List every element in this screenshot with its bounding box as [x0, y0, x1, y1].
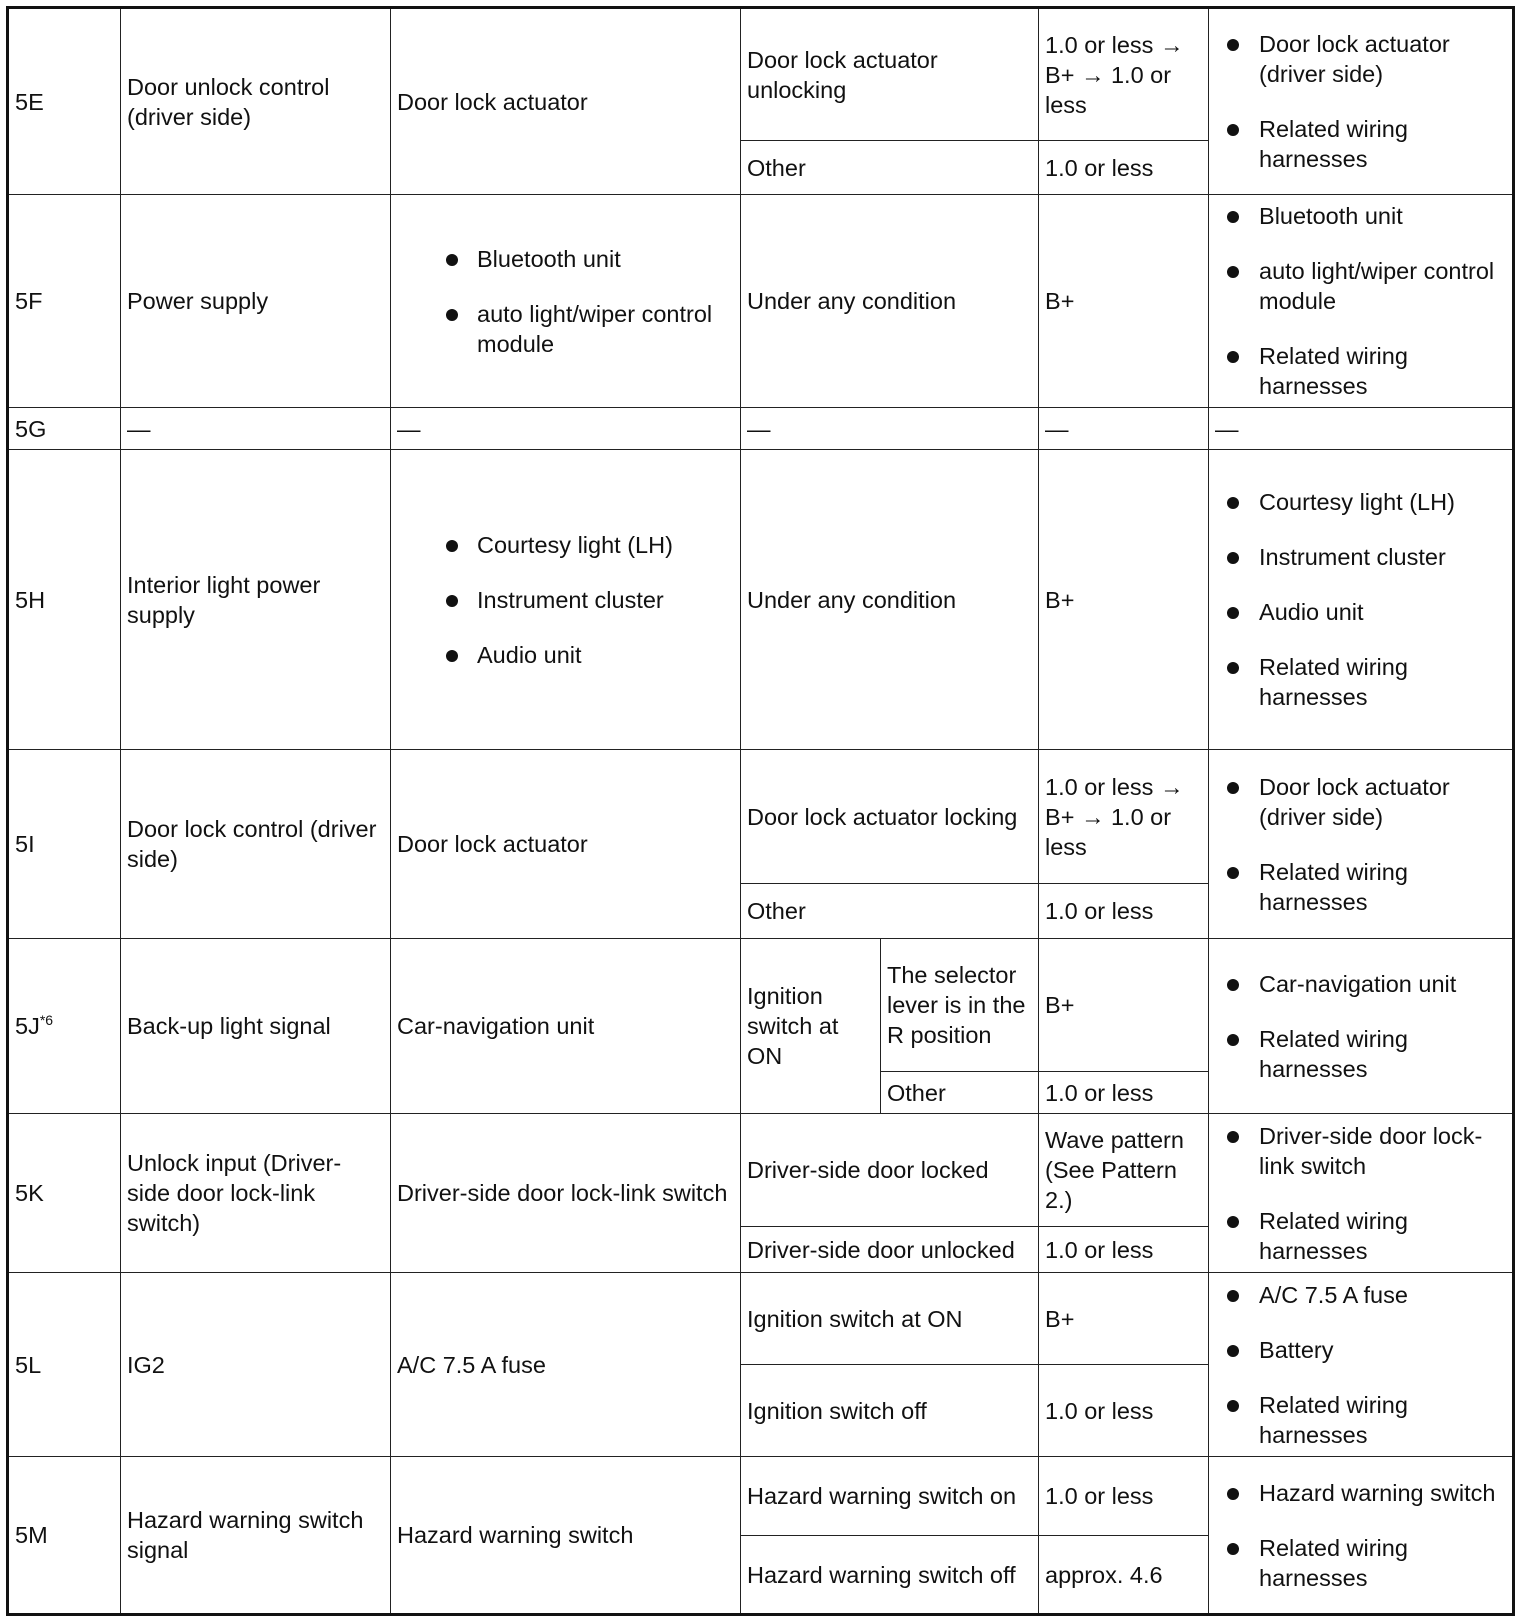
terminal-inspection-table	[6, 6, 1515, 1616]
inspection-cell	[1209, 939, 1514, 1114]
inspection-list	[1215, 487, 1506, 712]
connected-list	[397, 244, 734, 359]
inspection-list	[1215, 1478, 1506, 1593]
voltage-cell: B+	[1039, 1273, 1209, 1365]
condition-cell: —	[741, 408, 1039, 450]
voltage-cell: 1.0 or less	[1039, 1227, 1209, 1273]
list-item: Car-navigation unit	[1215, 969, 1506, 999]
connected-cell	[391, 195, 741, 408]
inspection-list	[1215, 1121, 1506, 1266]
voltage-cell: B+	[1039, 450, 1209, 750]
connected-cell: Driver-side door lock-link switch	[391, 1114, 741, 1273]
list-item: Courtesy light (LH)	[397, 530, 734, 560]
signal-cell: IG2	[121, 1273, 391, 1457]
list-item: Related wiring harnesses	[1215, 652, 1506, 712]
list-item: Door lock actuator (driver side)	[1215, 29, 1506, 89]
table-row	[8, 408, 1514, 450]
connected-cell	[391, 450, 741, 750]
condition-cell: Other	[741, 884, 1039, 939]
inspection-cell	[1209, 8, 1514, 195]
list-item: Courtesy light (LH)	[1215, 487, 1506, 517]
inspection-cell	[1209, 450, 1514, 750]
signal-cell: Unlock input (Driver-side door lock-link switch)	[121, 1114, 391, 1273]
voltage-cell: B+	[1039, 195, 1209, 408]
terminal-cell: 5G	[8, 408, 121, 450]
list-item: auto light/wiper control module	[1215, 256, 1506, 316]
table-row	[8, 939, 1514, 1072]
list-item: Door lock actuator (driver side)	[1215, 772, 1506, 832]
condition-cell: Door lock actuator locking	[741, 750, 1039, 884]
terminal-cell: 5I	[8, 750, 121, 939]
inspection-cell	[1209, 1457, 1514, 1615]
voltage-cell: 1.0 or less	[1039, 1072, 1209, 1114]
list-item: A/C 7.5 A fuse	[1215, 1280, 1506, 1310]
list-item: Bluetooth unit	[397, 244, 734, 274]
inspection-cell: —	[1209, 408, 1514, 450]
condition-cell: Hazard warning switch off	[741, 1536, 1039, 1615]
signal-cell: Back-up light signal	[121, 939, 391, 1114]
voltage-cell: 1.0 or less	[1039, 884, 1209, 939]
signal-cell: —	[121, 408, 391, 450]
connected-cell: Door lock actuator	[391, 750, 741, 939]
list-item: Bluetooth unit	[1215, 201, 1506, 231]
table-row	[8, 750, 1514, 884]
terminal-cell: 5M	[8, 1457, 121, 1615]
signal-cell: Power supply	[121, 195, 391, 408]
connected-list	[397, 530, 734, 670]
list-item: Related wiring harnesses	[1215, 114, 1506, 174]
voltage-cell: 1.0 or less → B+ → 1.0 or less	[1039, 8, 1209, 141]
condition-cell: Hazard warning switch on	[741, 1457, 1039, 1536]
connected-cell: A/C 7.5 A fuse	[391, 1273, 741, 1457]
connected-cell: Car-navigation unit	[391, 939, 741, 1114]
list-item: Related wiring harnesses	[1215, 1533, 1506, 1593]
list-item: Battery	[1215, 1335, 1506, 1365]
list-item: Related wiring harnesses	[1215, 857, 1506, 917]
condition-cell: Door lock actuator unlocking	[741, 8, 1039, 141]
condition-group-cell: Ignition switch at ON	[741, 939, 881, 1114]
voltage-cell: 1.0 or less	[1039, 141, 1209, 195]
list-item: Related wiring harnesses	[1215, 1390, 1506, 1450]
voltage-cell: Wave pattern (See Pattern 2.)	[1039, 1114, 1209, 1227]
terminal-cell: 5H	[8, 450, 121, 750]
condition-cell: Ignition switch off	[741, 1365, 1039, 1457]
signal-cell: Hazard warning switch signal	[121, 1457, 391, 1615]
condition-cell: Driver-side door unlocked	[741, 1227, 1039, 1273]
inspection-cell	[1209, 195, 1514, 408]
list-item: Driver-side door lock-link switch	[1215, 1121, 1506, 1181]
condition-cell: Driver-side door locked	[741, 1114, 1039, 1227]
voltage-cell: 1.0 or less → B+ → 1.0 or less	[1039, 750, 1209, 884]
terminal-cell: 5L	[8, 1273, 121, 1457]
list-item: Related wiring harnesses	[1215, 341, 1506, 401]
terminal-cell: 5F	[8, 195, 121, 408]
condition-cell: Other	[881, 1072, 1039, 1114]
terminal-cell: 5K	[8, 1114, 121, 1273]
table-row	[8, 1457, 1514, 1536]
voltage-cell: —	[1039, 408, 1209, 450]
list-item: Audio unit	[1215, 597, 1506, 627]
signal-cell: Door unlock control (driver side)	[121, 8, 391, 195]
table-row	[8, 1273, 1514, 1365]
terminal-cell: 5E	[8, 8, 121, 195]
inspection-cell	[1209, 750, 1514, 939]
table-row	[8, 195, 1514, 408]
inspection-list	[1215, 772, 1506, 917]
list-item: Hazard warning switch	[1215, 1478, 1506, 1508]
voltage-cell: B+	[1039, 939, 1209, 1072]
signal-cell: Interior light power supply	[121, 450, 391, 750]
list-item: Related wiring harnesses	[1215, 1206, 1506, 1266]
condition-cell: Under any condition	[741, 450, 1039, 750]
connected-cell: Hazard warning switch	[391, 1457, 741, 1615]
list-item: Instrument cluster	[397, 585, 734, 615]
voltage-cell: 1.0 or less	[1039, 1457, 1209, 1536]
table-row	[8, 450, 1514, 750]
footnote-mark: *6	[39, 1012, 54, 1029]
terminal-label: 5J	[15, 1013, 40, 1039]
list-item: Instrument cluster	[1215, 542, 1506, 572]
condition-cell: The selector lever is in the R position	[881, 939, 1039, 1072]
inspection-list	[1215, 1280, 1506, 1450]
inspection-list	[1215, 201, 1506, 401]
list-item: Audio unit	[397, 640, 734, 670]
inspection-list	[1215, 969, 1506, 1084]
list-item: auto light/wiper control module	[397, 299, 734, 359]
terminal-cell	[8, 939, 121, 1114]
condition-cell: Under any condition	[741, 195, 1039, 408]
table-row	[8, 8, 1514, 141]
inspection-list	[1215, 29, 1506, 174]
inspection-cell	[1209, 1114, 1514, 1273]
condition-cell: Ignition switch at ON	[741, 1273, 1039, 1365]
inspection-cell	[1209, 1273, 1514, 1457]
voltage-cell: approx. 4.6	[1039, 1536, 1209, 1615]
list-item: Related wiring harnesses	[1215, 1024, 1506, 1084]
table-row	[8, 1114, 1514, 1227]
condition-cell: Other	[741, 141, 1039, 195]
connected-cell: Door lock actuator	[391, 8, 741, 195]
signal-cell: Door lock control (driver side)	[121, 750, 391, 939]
connected-cell: —	[391, 408, 741, 450]
voltage-cell: 1.0 or less	[1039, 1365, 1209, 1457]
